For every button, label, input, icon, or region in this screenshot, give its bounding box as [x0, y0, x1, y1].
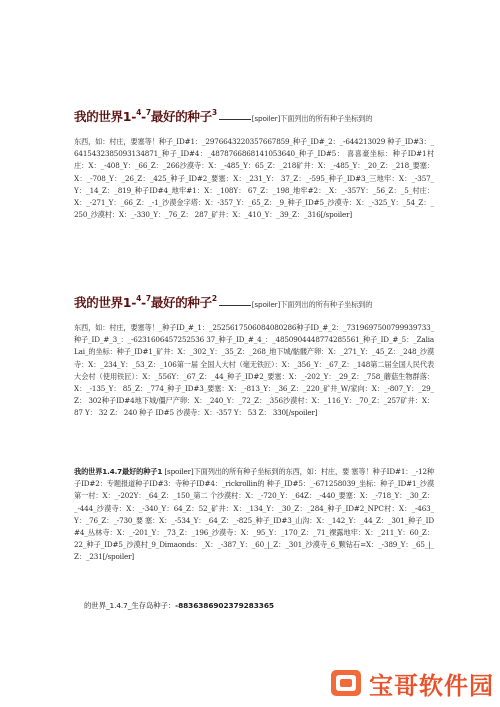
article-section-3 — [74, 466, 434, 564]
article-section-1 — [74, 108, 434, 221]
section-title-continuation: [spoiler]下面列出的所有种子坐标到的 — [251, 114, 373, 123]
site-watermark — [329, 665, 494, 701]
survival-island-seed-line — [84, 600, 444, 611]
title-underline — [219, 119, 251, 120]
section-lead-title: 我的世界1.4.7最好的种子1 — [74, 467, 163, 476]
site-logo-icon — [329, 666, 363, 700]
seed-prefix: 的世界_1.4.7_生存岛种子： — [84, 601, 176, 610]
section-title-continuation: [spoiler]下面列出的所有种子坐标到的 — [251, 300, 373, 309]
title-underline — [219, 305, 251, 306]
section-body: 东西，如：村庄，要塞等！种子_ID#1：_2976643220357667859_种子_ID#_2：_-644213029 种子_ID#3：_6415432385093134871_种子_ID#4：_4878766868141053640_种子_ID#5： 喜喜豪坐标：种子ID#1村庄：X：_-408_Y：_66_Z：_266沙漠寺：X：_-485_Y：65_Z：_218矿井：X：_-485_Y：_20_Z：_218_要塞：X：_-708_Y：_26_Z：_425_种子_ID#2_要塞：X：_231_Y： 37_Z：_-595_种子_ID#3_三地牢：X：_-357_Y：_14_Z：_819_种子ID#4_地牢#1：X：_108Y： 67_Z：_198_地牢#2：_X：_-357Y：_56_Z：_5_村庄：X：_-271_Y：_66_Z：_-1_沙漠金字塔：X：-357_Y：_65_Z：_9_种子_ID#5_沙漠寺：X：_-325_Y：_54_Z：_250_沙漠村：X：_-330_Y：_76_Z： 287_矿井：X：_410_Y：_39_Z：_316[/spoiler] — [74, 137, 434, 220]
section-title-row — [74, 294, 434, 313]
seed-value: -8836386902379283365 — [175, 601, 274, 610]
section-title: 我的世界1-$^4$-$^7$最好的种子$^2$ — [74, 294, 217, 310]
section-body: 东西，如：村庄，要塞等！_种子ID_#_1：_2525617506084080286种子ID_#_2：_7319697500799939733_种子_ID_#_3_：_-6231606457252536 37_种子_ID_#_4_：_4850904448774285561_种子_ID_#_5：_ZaliaLai_的坐标：种子_ID#1_矿井：X：_302_Y：_35_Z：_268_地下城/骷髅产卵：X：_271_Y：_45_Z：_248_沙漠寺：X：_234_Y：_53_Z：_106第一届 全国人大村（毫无铁匠）：X：_356_Y：_67_Z：_148第二届全国人民代表大会村（使用铁匠）：X：_556Y：_67_Z：_44_种子_ID#2_要塞：X：_-202_Y：_29_Z：_758_蘑菇生物群落：X：_-135_Y： 85_Z：_774_种子_ID#3_要塞：X：_-813_Y：_36_Z：_220_矿井_W/家向：X：_-807_Y：_29_Z： 302种子ID#4地下城/僵尸产卵：X：_240_Y：_72_Z：_356沙漠村：X：_116_Y：_70_Z：_257矿井：X： 87 Y： 32 Z： 240 种子 ID#5 沙漠寺：X：-357 Y： 53 Z： 330[/spoiler] — [74, 323, 434, 418]
section-title: 我的世界1-$^4$-$^7$最好的种子$^3$ — [74, 108, 217, 124]
section-body — [74, 466, 434, 564]
article-section-4 — [84, 600, 444, 611]
section-title-row — [74, 108, 434, 127]
article-section-2 — [74, 294, 434, 420]
section-body-text: [spoiler]下面列出的所有种子坐标到的东西，如：村庄，要 塞等！种子ID#1：_-12种子ID#2：专题报道种子ID#3：寺种子ID#4：_rickrollin的 种子_ID#5：_-671258039_坐标：种子_ID#1_沙漠第一村：X：_-202Y：_64_Z：_150_第二 个沙漠村：X：_-720_Y：_64Z：_-440_要塞：X：_-718_Y：_30_Z：_-444_沙漠寺：X：_-340_Y：64_Z：52_矿井：X：_134_Y：_30_Z：_284_种子_ID#2_NPC村：X：_-463_Y：_76_Z：_-730_要 塞：X：_-534_Y：_64_Z：_-825_种子_ID#3_山沟：X：_142_Y：_44_Z：_301_种子_ID#4_丛林寺：X：_-201_Y：_73_Z：_196_沙漠寺：X：_95_Y：_170_Z：_71_裸露地牢：X：_211_Y：60_Z： 22_种子_ID#5_沙漠村_9_Dimaonds：_X：_-387_Y：_60_|_Z：_301_沙漠寺_6_颗钻石=X：_-389_Y：_65_|_Z：_231[/spoiler] — [74, 467, 435, 562]
watermark-text: 宝哥软件园 — [369, 671, 494, 700]
